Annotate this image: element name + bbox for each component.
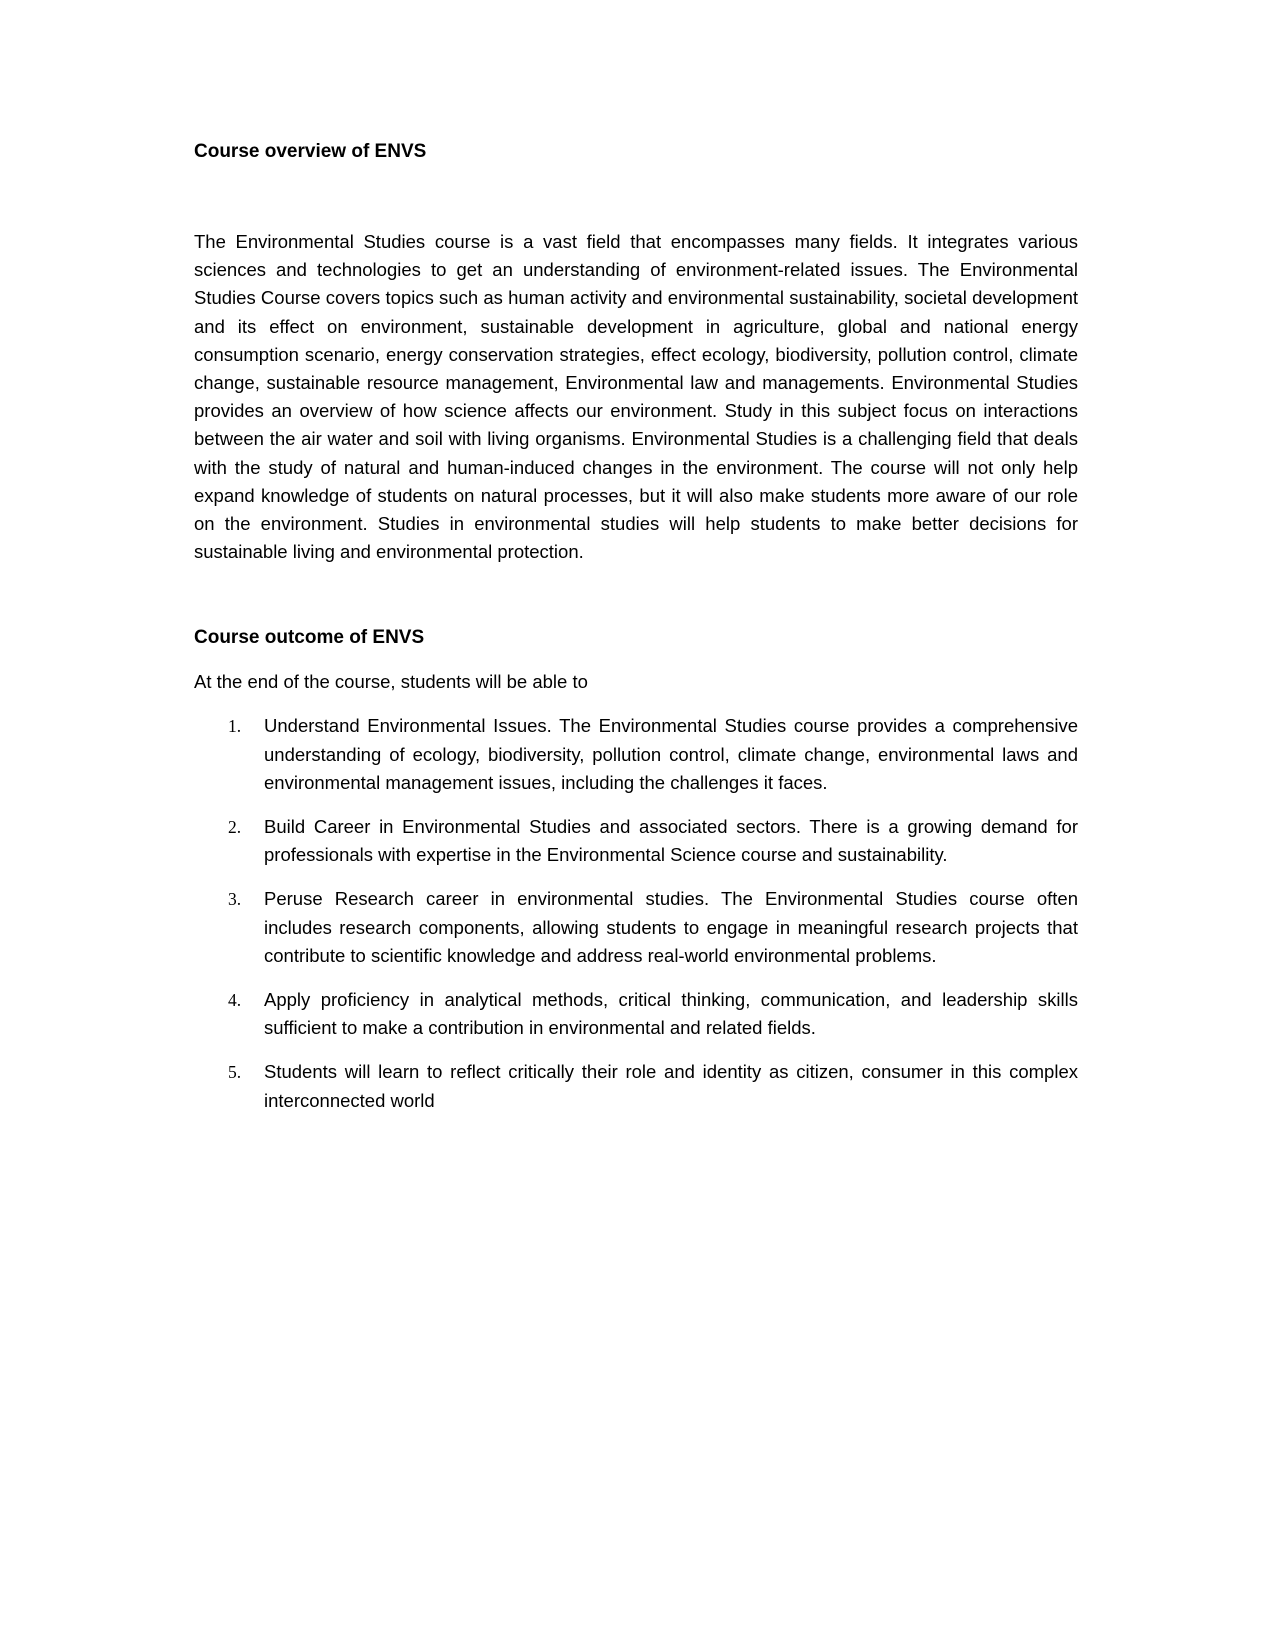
outcome-text: Apply proficiency in analytical methods, critical thinking, communication, and leadership skills sufficient to make a contribution in environmental and related fields. (264, 989, 1078, 1039)
outcome-item-3 (194, 885, 1078, 970)
outcome-list (194, 712, 1078, 1114)
document-content (194, 138, 1078, 1131)
outcome-number: 4. (228, 990, 242, 1011)
outcome-item-1 (194, 712, 1078, 797)
overview-paragraph: The Environmental Studies course is a vast field that encompasses many fields. It integrates various sciences and technologies to get an understanding of environment-related issues. The Environmental Studies Course covers topics such as human activity and environmental sustainability, societal development and its effect on environment, sustainable development in agriculture, global and national energy consumption scenario, energy conservation strategies, effect ecology, biodiversity, pollution control, climate change, sustainable resource management, Environmental law and managements. Environmental Studies provides an overview of how science affects our environment. Study in this subject focus on interactions between the air water and soil with living organisms. Environmental Studies is a challenging field that deals with the study of natural and human-induced changes in the environment. The course will not only help expand knowledge of students on natural processes, but it will also make students more aware of our role on the environment. Studies in environmental studies will help students to make better decisions for sustainable living and environmental protection. (194, 231, 1078, 563)
outcome-text: Build Career in Environmental Studies and associated sectors. There is a growing demand for professionals with expertise in the Environmental Science course and sustainability. (264, 816, 1078, 866)
outcome-number: 1. (228, 716, 242, 737)
outcome-heading: Course outcome of ENVS (194, 627, 425, 649)
outcome-text: Peruse Research career in environmental studies. The Environmental Studies course often includes research components, allowing students to engage in meaningful research projects that contribute to scientific knowledge and address real-world environmental problems. (264, 888, 1078, 966)
outcome-text: Understand Environmental Issues. The Environmental Studies course provides a comprehensive understanding of ecology, biodiversity, pollution control, climate change, environmental laws and environmental management issues, including the challenges it faces. (264, 715, 1078, 793)
outcome-item-4 (194, 986, 1078, 1042)
outcome-number: 5. (228, 1062, 242, 1083)
outcome-number: 3. (228, 889, 242, 910)
outcome-text: Students will learn to reflect critically their role and identity as citizen, consumer in this complex interconnected world (264, 1061, 1078, 1111)
outcome-number: 2. (228, 817, 242, 838)
outcome-intro: At the end of the course, students will be able to (194, 671, 588, 693)
outcome-item-5 (194, 1058, 1078, 1114)
overview-heading: Course overview of ENVS (194, 141, 427, 162)
outcome-item-2 (194, 813, 1078, 869)
